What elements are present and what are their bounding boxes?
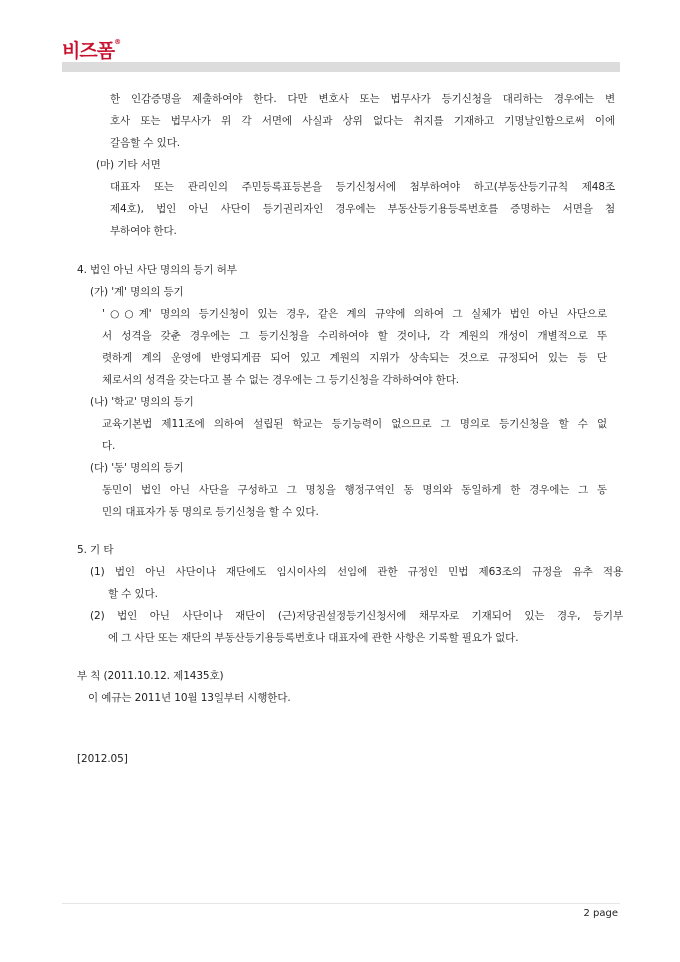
paragraph-line: 이 예규는 2011년 10월 13일부터 시행한다. <box>88 692 291 704</box>
footer-rule <box>62 903 620 904</box>
paragraph-line: 동민이 법인 아닌 사단을 구성하고 그 명칭을 행정구역인 동 명의와 동일하게 한 경우에는 그 동 <box>102 484 607 496</box>
logo <box>62 36 120 63</box>
paragraph-line: 에 그 사단 또는 재단의 부동산등기용등록번호나 대표자에 관한 사항은 기록할 필요가 없다. <box>108 632 519 644</box>
date-stamp: [2012.05] <box>77 753 128 765</box>
paragraph-line: 제4호), 법인 아닌 사단이 등기권리자인 경우에는 부동산등기용등록번호를 증명하는 서면을 첨 <box>110 203 615 215</box>
section-heading: 5. 기 타 <box>77 544 114 556</box>
paragraph-line: 갈음할 수 있다. <box>110 137 180 149</box>
section-heading: 4. 법인 아닌 사단 명의의 등기 허부 <box>77 264 237 276</box>
registered-mark: ® <box>114 38 121 46</box>
paragraph-line: 부하여야 한다. <box>110 225 177 237</box>
paragraph-line: 호사 또는 법무사가 위 각 서면에 사실과 상위 없다는 취지를 기재하고 기명날인함으로써 이에 <box>110 115 615 127</box>
header-bar <box>62 62 620 72</box>
paragraph-line: 대표자 또는 관리인의 주민등록표등본을 등기신청서에 첨부하여야 하고(부동산등기규칙 제48조 <box>110 181 615 193</box>
subsection-heading: (나) '학교' 명의의 등기 <box>90 396 194 408</box>
list-item: (1) 법인 아닌 사단이나 재단에도 임시이사의 선임에 관한 규정인 민법 제63조의 규정을 유추 적용 <box>90 566 623 578</box>
paragraph-line: '○○계' 명의의 등기신청이 있는 경우, 같은 계의 규약에 의하여 그 실체가 법인 아닌 사단으로 <box>102 308 607 320</box>
paragraph-line: 서 성격을 갖춘 경우에는 그 등기신청을 수리하여야 할 것이나, 각 계원의 개성이 개별적으로 뚜 <box>102 330 607 342</box>
paragraph-line: 할 수 있다. <box>108 588 158 600</box>
paragraph-line: 렷하게 계의 운영에 반영되게끔 되어 있고 계원의 지위가 상속되는 것으로 규정되어 있는 등 단 <box>102 352 607 364</box>
paragraph-line: 한 인감증명을 제출하여야 한다. 다만 변호사 또는 법무사가 등기신청을 대리하는 경우에는 변 <box>110 93 615 105</box>
subsection-heading: (다) '동' 명의의 등기 <box>90 462 184 474</box>
subsection-heading: (마) 기타 서면 <box>96 159 161 171</box>
addendum-heading: 부 칙 (2011.10.12. 제1435호) <box>77 670 224 682</box>
paragraph-line: 민의 대표자가 동 명의로 등기신청을 할 수 있다. <box>102 506 319 518</box>
page-number: 2 page <box>583 908 618 919</box>
subsection-heading: (가) '계' 명의의 등기 <box>90 286 184 298</box>
list-item: (2) 법인 아닌 사단이나 재단이 (근)저당권설정등기신청서에 채무자로 기재되어 있는 경우, 등기부 <box>90 610 623 622</box>
paragraph-line: 교육기본법 제11조에 의하여 설립된 학교는 등기능력이 없으므로 그 명의로 등기신청을 할 수 없 <box>102 418 607 430</box>
paragraph-line: 체로서의 성격을 갖는다고 볼 수 없는 경우에는 그 등기신청을 각하하여야 한다. <box>102 374 459 386</box>
paragraph-line: 다. <box>102 440 116 452</box>
logo-text: 비즈폼 <box>62 40 115 62</box>
